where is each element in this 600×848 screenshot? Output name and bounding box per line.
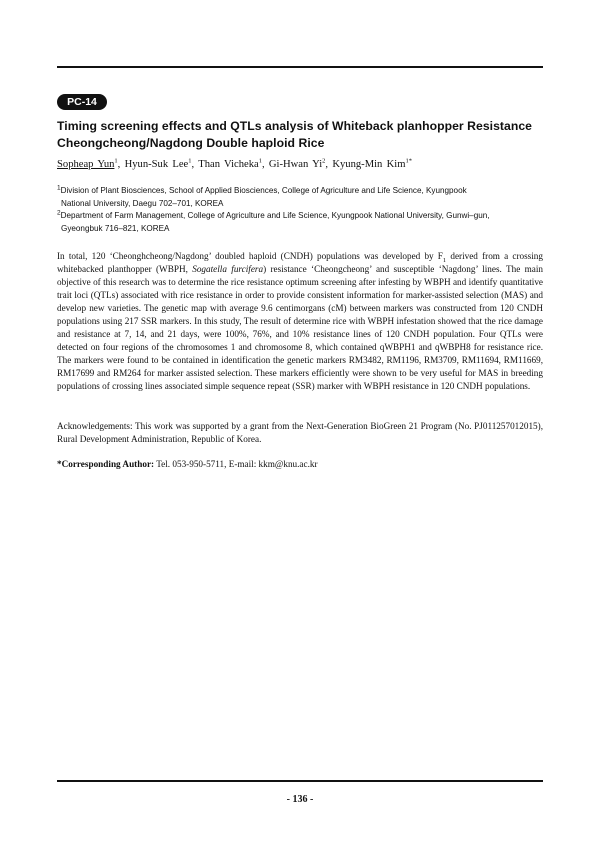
- author-affil-sup: 1*: [405, 157, 412, 165]
- corresponding-label: *Corresponding Author:: [57, 459, 155, 469]
- author-name: Than Vicheka: [198, 159, 259, 170]
- abstract: [57, 250, 543, 392]
- author-affil-sup: 1: [258, 157, 262, 165]
- author-name: Sopheap Yun: [57, 159, 115, 170]
- acknowledgements: Acknowledgements: This work was supported by a grant from the Next-Generation BioGreen 21 Program (No. PJ011257012015), Rural Development Administration, Republic of Korea.: [57, 421, 543, 444]
- affiliation-line: Gyeongbuk 716–821, KOREA: [61, 223, 170, 233]
- author-name: Gi-Hwan Yi: [268, 159, 323, 170]
- author-affil-sup: 2: [322, 157, 326, 165]
- page-number: - 136 -: [286, 794, 314, 805]
- affiliation-line: [57, 185, 543, 198]
- author-name: Hyun-Suk Lee: [124, 159, 189, 170]
- affiliation: [57, 185, 543, 210]
- affiliation-line: [57, 210, 543, 223]
- abstract-text: In total, 120 ‘Cheonghcheong/Nagdong’ doubled haploid (CNDH) populations was developed by F: [57, 251, 443, 261]
- footer-rule: [57, 780, 543, 782]
- abstract-text: derived from a crossing whitebacked planthopper (WBPH,: [57, 251, 543, 274]
- affiliation-text: Division of Plant Biosciences, School of Applied Biosciences, College of Agriculture and Life Science, Kyungpook: [60, 186, 467, 195]
- affiliations: [57, 185, 543, 235]
- corresponding-contact: Tel. 053-950-5711, E-mail: kkm@knu.ac.kr: [154, 459, 318, 469]
- author-name: Kyung-Min Kim: [332, 159, 406, 170]
- affiliation-sup: 2: [57, 209, 61, 217]
- affiliation: [57, 210, 543, 235]
- species-name: Sogatella furcifera: [192, 263, 264, 274]
- header-rule: [57, 66, 543, 68]
- author-list: Sopheap Yun$^1$, Hyun-Suk Lee$^1$, Than Vicheka$^1$, Gi-Hwan Yi$^2$, Kyung-Min Kim$^{1*}$: [57, 157, 412, 170]
- abstract-text: ) resistance ‘Cheongcheong’ and susceptible ‘Nagdong’ lines. The main objective of this research was to determine the rice resistance optimum screening after infesting by WBPH and identify quantitative trait loci (QTLs) associated with rice resistance in order to provide consistent information for marker-assisted selection (MAS) and develop new varieties. The genetic map with average 9.6 centimorgans (cM) between markers was constructed from 120 CNDH populations using 217 SSR markers. In this study, The result of determine rice with WBPH infestation showed that the rice damage and resistance at 7, 14, and 21 days, were 100%, 76%, and 10% resistance lines of 120 CNDH population. Four QTLs were detected on four regions of the chromosomes 1 and chromosome 8, which contained qWBPH1 and qWBPH8 for resistance rice. The markers were found to be contained in identification the genetic markers RM3482, RM1196, RM3709, RM11694, RM11669, RM17699 and RM264 for marker assisted selection. These markers efficiently were shown to be very useful for MAS in breeding populations of crossing lines associated simple sequence repeat (SSR) marker with WBPH resistance in 120 CNDH populations.: [57, 263, 543, 391]
- affiliation-text: Department of Farm Management, College of Agriculture and Life Science, Kyungpook National University, Gunwi–gun,: [60, 211, 490, 220]
- session-badge: PC-14: [57, 94, 107, 110]
- affiliation-sup: 1: [57, 184, 61, 192]
- generation-subscript: 1: [442, 256, 447, 264]
- author-affil-sup: 1: [188, 157, 192, 165]
- title-line-1: Timing screening effects and QTLs analysis of Whiteback planhopper Resistance: [57, 119, 532, 133]
- paper-title: [57, 118, 547, 152]
- author-affil-sup: 1: [114, 157, 118, 165]
- corresponding-author: [57, 458, 543, 471]
- title-line-2: Cheongcheong/Nagdong Double haploid Rice: [57, 136, 325, 150]
- affiliation-line: National University, Daegu 702–701, KOREA: [61, 198, 224, 208]
